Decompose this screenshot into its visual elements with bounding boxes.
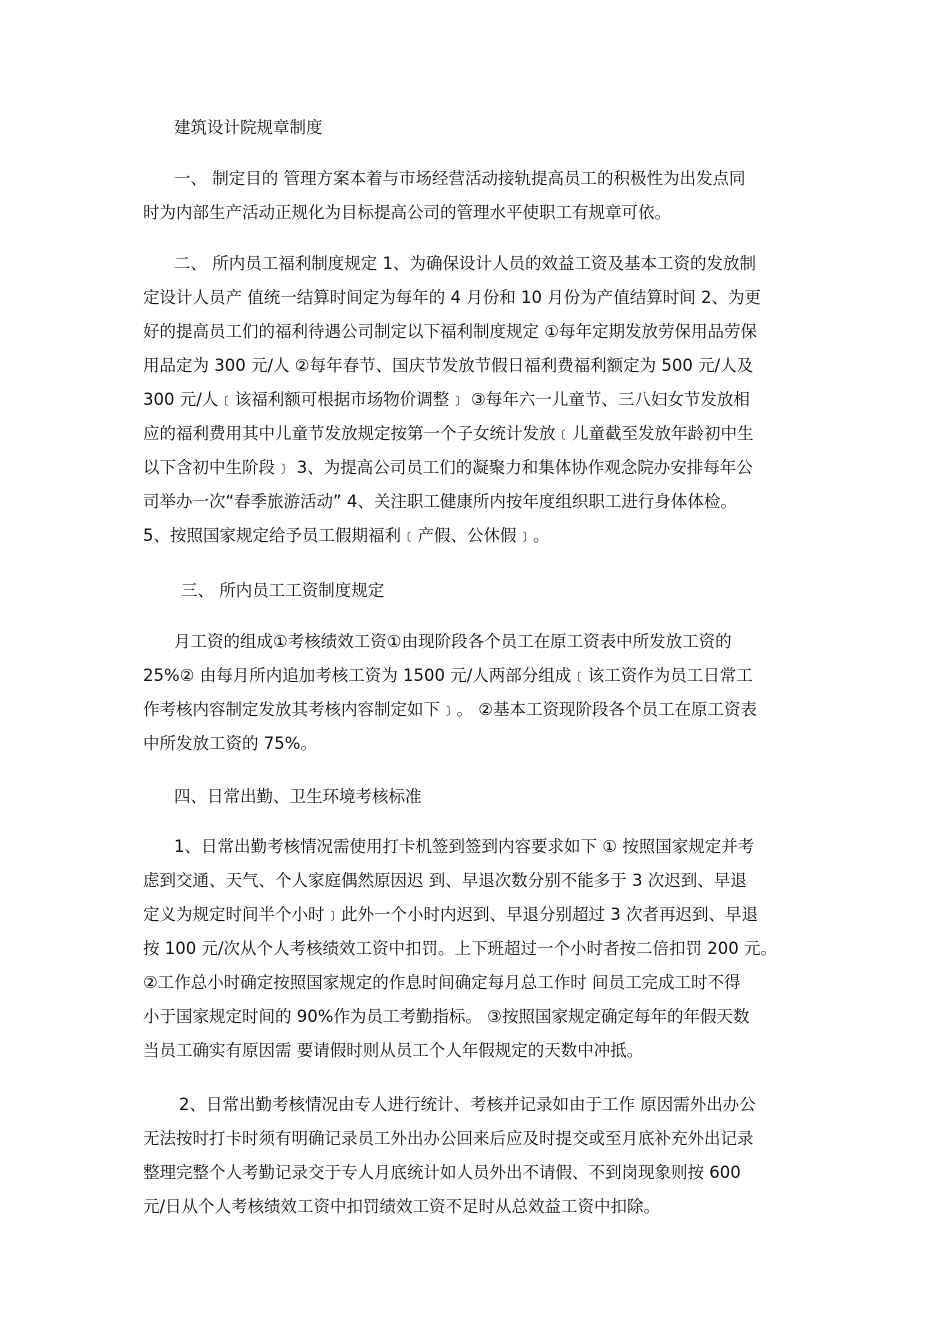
text-line: 应的福利费用其中儿童节发放规定按第一个子女统计发放﹝儿童截至发放年龄初中生 bbox=[143, 424, 754, 443]
text-line: 二、 所内员工福利制度规定 1、为确保设计人员的效益工资及基本工资的发放制 bbox=[174, 254, 756, 273]
text-line: 一、 制定目的 管理方案本着与市场经营活动接轨提高员工的积极性为出发点同 bbox=[174, 169, 746, 188]
section-3-heading bbox=[143, 574, 803, 608]
text-line: 月工资的组成①考核绩效工资①由现阶段各个员工在原工资表中所发放工资的 bbox=[174, 632, 732, 651]
section-4-item-1 bbox=[143, 830, 803, 1068]
text-line: 25%② 由每月所内追加考核工资为 1500 元/人两部分组成﹝该工资作为员工日常工 bbox=[143, 666, 753, 685]
text-line: 司举办一次“春季旅游活动” 4、关注职工健康所内按年度组织职工进行身体体检。 bbox=[143, 492, 737, 511]
text-line: 2、日常出勤考核情况由专人进行统计、考核并记录如由于工作 原因需外出办公 bbox=[179, 1095, 756, 1114]
text-line: 1、日常出勤考核情况需使用打卡机签到签到内容要求如下 ① 按照国家规定并考 bbox=[174, 837, 755, 856]
text-line: 5、按照国家规定给予员工假期福利﹝产假、公休假﹞。 bbox=[143, 526, 550, 545]
text-line: 定义为规定时间半个小时﹞此外一个小时内迟到、早退分别超过 3 次者再迟到、早退 bbox=[143, 905, 758, 924]
text-line: 以下含初中生阶段﹞ 3、为提高公司员工们的凝聚力和集体协作观念院办安排每年公 bbox=[143, 458, 753, 477]
section-4-item-2 bbox=[143, 1088, 803, 1224]
text-line: 300 元/人﹝该福利额可根据市场物价调整﹞ ③每年六一儿童节、三八妇女节发放相 bbox=[143, 390, 750, 409]
section-1-paragraph bbox=[143, 162, 803, 230]
text-line: ②工作总小时确定按照国家规定的作息时间确定每月总工作时 间员工完成工时不得 bbox=[143, 973, 741, 992]
text-line: 当员工确实有原因需 要请假时则从员工个人年假规定的天数中冲抵。 bbox=[143, 1041, 644, 1060]
text-line: 中所发放工资的 75%。 bbox=[143, 734, 317, 753]
text-line: 按 100 元/次从个人考核绩效工资中扣罚。上下班超过一个小时者按二倍扣罚 200 元。 bbox=[143, 939, 778, 958]
text-line: 作考核内容制定发放其考核内容制定如下﹞。 ②基本工资现阶段各个员工在原工资表 bbox=[143, 700, 758, 719]
section-3-paragraph bbox=[143, 625, 803, 761]
text-line: 小于国家规定时间的 90%作为员工考勤指标。 ③按照国家规定确定每年的年假天数 bbox=[143, 1007, 750, 1026]
text-line: 整理完整个人考勤记录交于专人月底统计如人员外出不请假、不到岗现象则按 600 bbox=[143, 1163, 741, 1182]
text-line: 用品定为 300 元/人 ②每年春节、国庆节发放节假日福利费福利额定为 500 元/人及 bbox=[143, 356, 754, 375]
section-2-paragraph bbox=[143, 247, 803, 553]
text-line: 虑到交通、天气、个人家庭偶然原因迟 到、早退次数分别不能多于 3 次迟到、早退 bbox=[143, 871, 747, 890]
document-title bbox=[143, 111, 803, 145]
text-line: 定设计人员产 值统一结算时间定为每年的 4 月份和 10 月份为产值结算时间 2、为更 bbox=[143, 288, 761, 307]
heading-text: 四、日常出勤、卫生环境考核标准 bbox=[174, 787, 422, 806]
text-line: 好的提高员工们的福利待遇公司制定以下福利制度规定 ①每年定期发放劳保用品劳保 bbox=[143, 322, 758, 341]
title-text: 建筑设计院规章制度 bbox=[174, 118, 323, 137]
text-line: 无法按时打卡时须有明确记录员工外出办公回来后应及时提交或至月底补充外出记录 bbox=[143, 1129, 754, 1148]
heading-text: 三、 所内员工工资制度规定 bbox=[181, 581, 385, 600]
text-line: 元/日从个人考核绩效工资中扣罚绩效工资不足时从总效益工资中扣除。 bbox=[143, 1197, 661, 1216]
text-line: 时为内部生产活动正规化为目标提高公司的管理水平使职工有规章可依。 bbox=[143, 203, 671, 222]
section-4-heading bbox=[143, 780, 803, 814]
